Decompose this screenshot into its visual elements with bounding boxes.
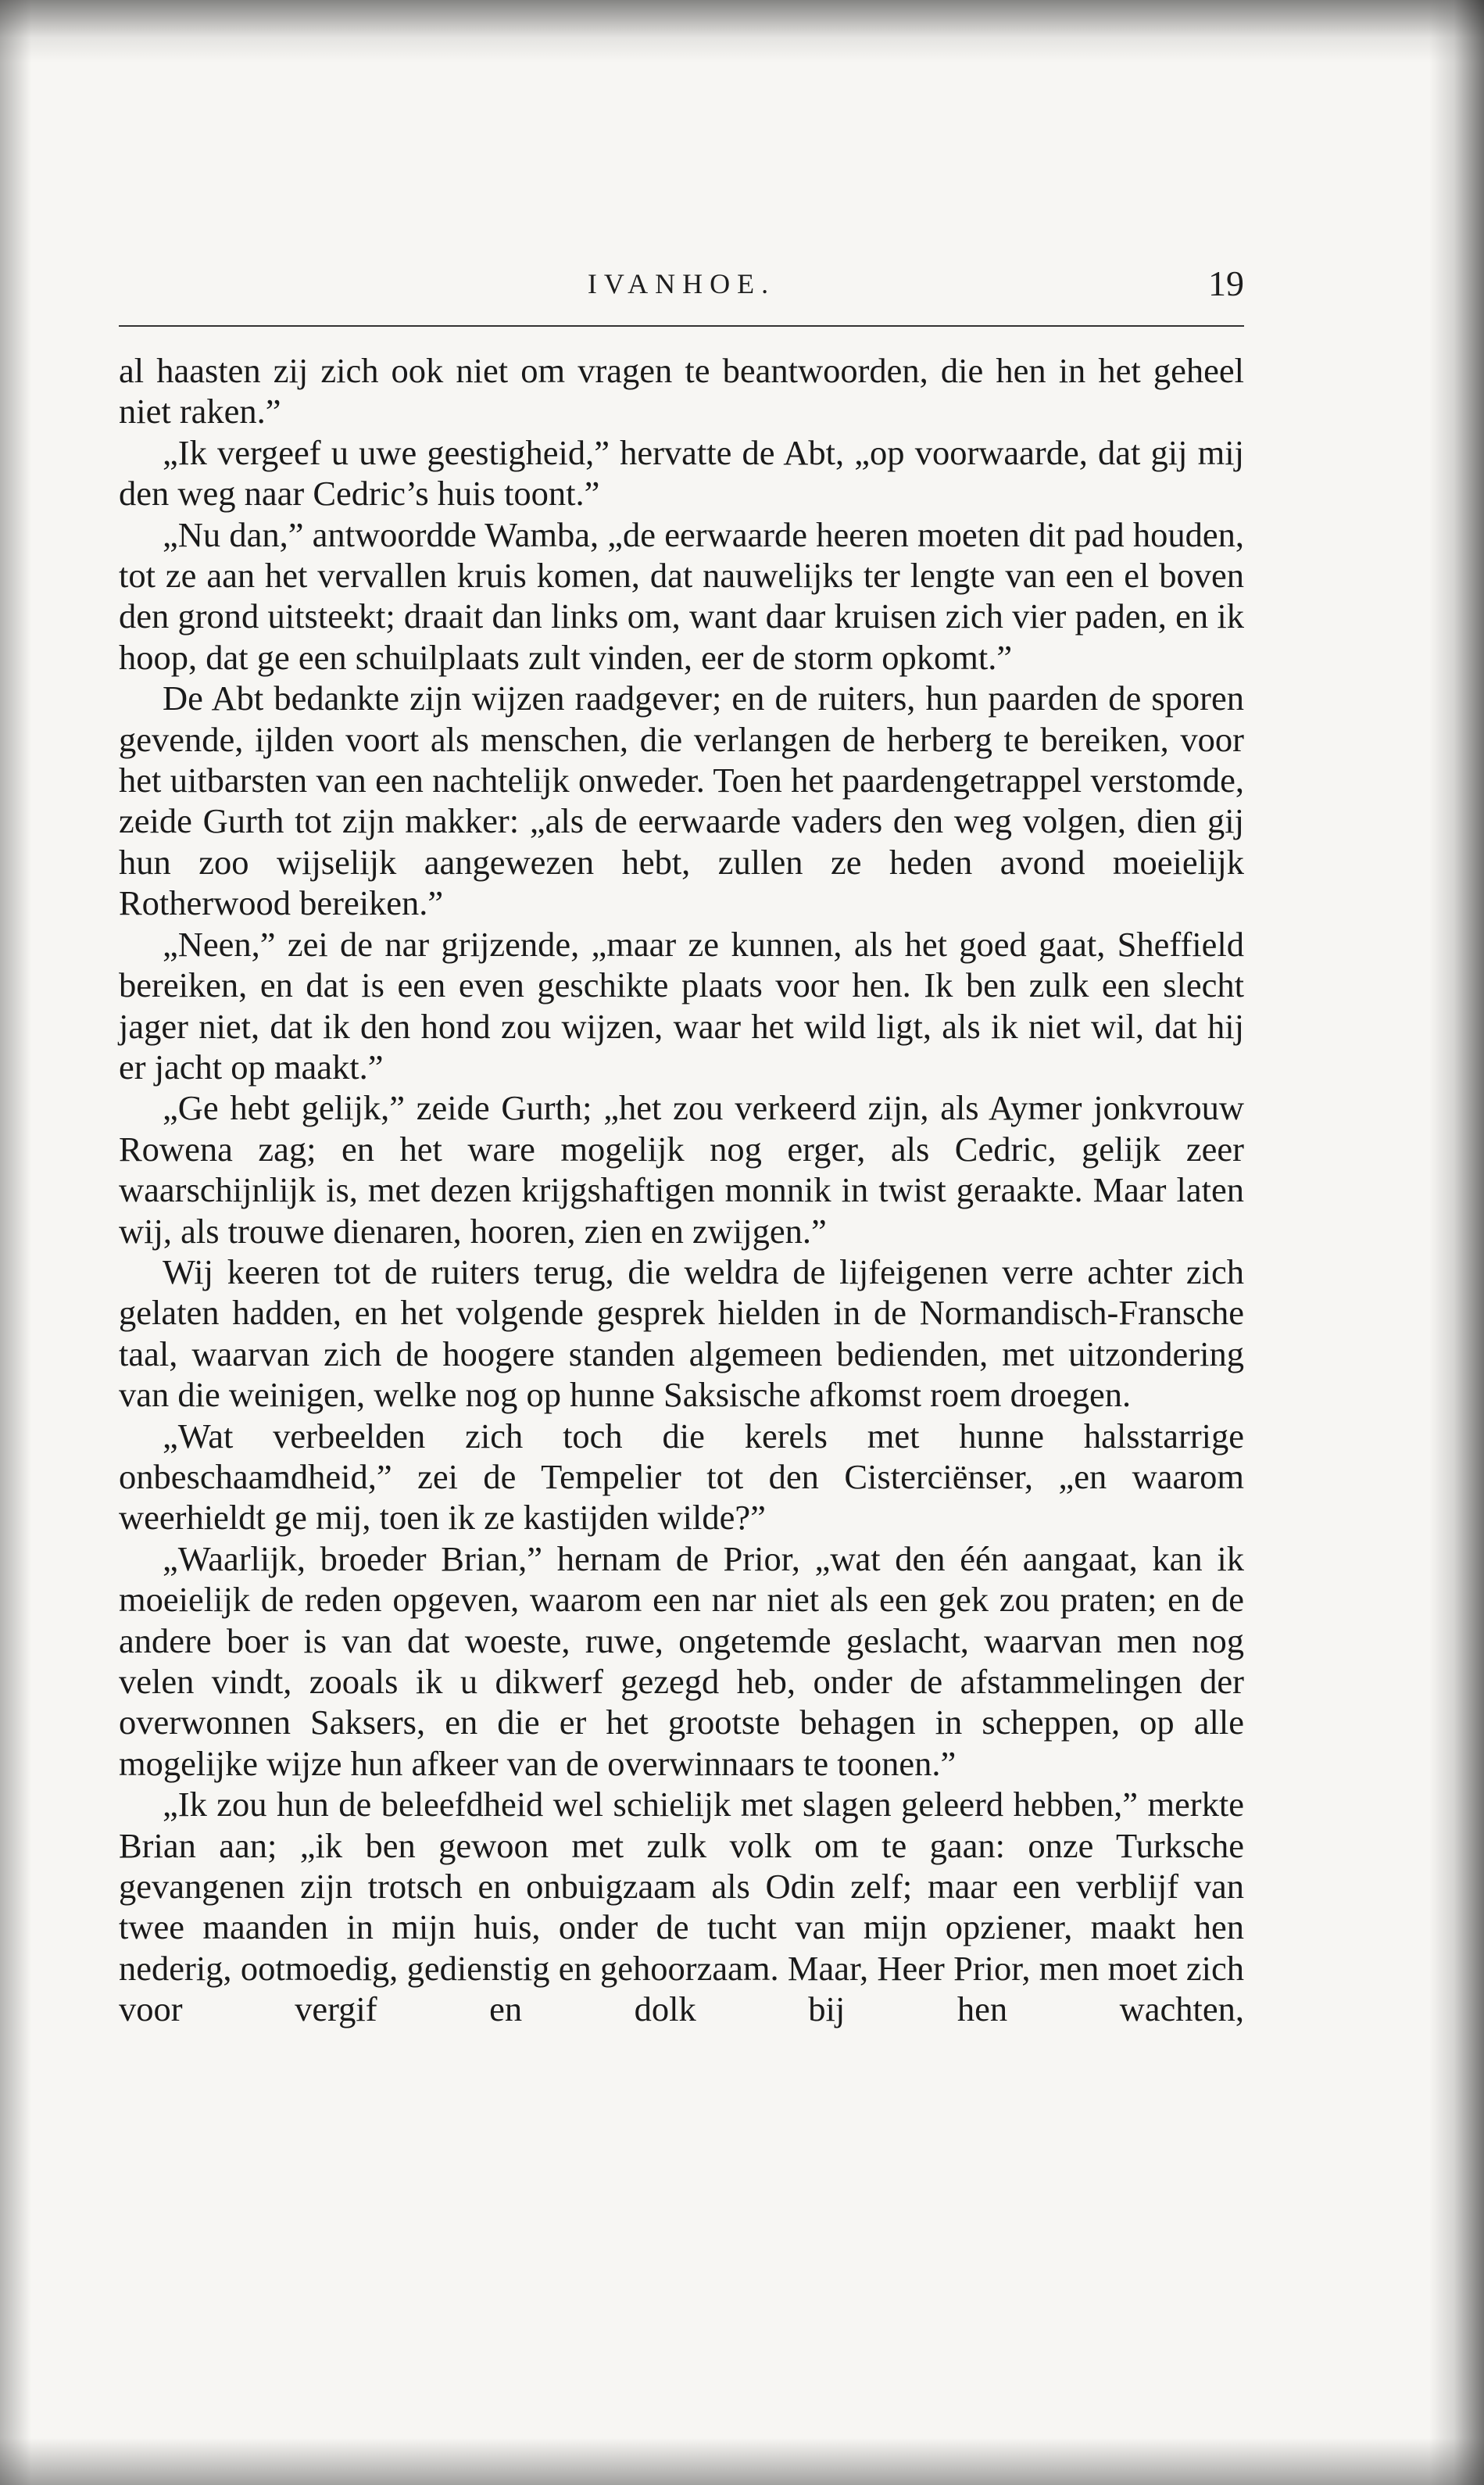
body-text [119, 350, 1244, 2030]
paragraph-5: „Neen,” zei de nar grijzende, „maar ze kunnen, als het goed gaat, Sheffield bereiken, en dat is een even geschikte plaats voor hen. Ik ben zulk een slecht jager niet, dat ik den hond zou wijzen, waar het wild ligt, als ik niet wil, dat hij er jacht op maakt.” [119, 924, 1244, 1087]
paragraph-3: „Nu dan,” antwoordde Wamba, „de eerwaarde heeren moeten dit pad houden, tot ze aan het vervallen kruis komen, dat nauwelijks ter lengte van een el boven den grond uitsteekt; draait dan links om, want daar kruisen zich vier paden, en ik hoop, dat ge een schuilplaats zult vinden, eer de storm opkomt.” [119, 514, 1244, 677]
scan-shadow-top [0, 0, 1484, 63]
paragraph-9: „Waarlijk, broeder Brian,” hernam de Prior, „wat den één aangaat, kan ik moeielijk de reden opgeven, waarom een nar niet als een gek zou praten; en de andere boer is van dat woeste, ruwe, ongetemde geslacht, waarvan men nog velen vindt, zooals ik u dikwerf gezegd heb, onder de afstammelingen der overwonnen Saksers, en die er het grootste behagen in scheppen, op alle mogelijke wijze hun afkeer van de overwinnaars te toonen.” [119, 1538, 1244, 1783]
paragraph-4: De Abt bedankte zijn wijzen raadgever; en de ruiters, hun paarden de sporen gevende, ijlden voort als menschen, die verlangen de herberg te bereiken, voor het uitbarsten van een nachtelijk onweder. Toen het paardengetrappel verstomde, zeide Gurth tot zijn makker: „als de eerwaarde vaders den weg volgen, dien gij hun zoo wijselijk aangewezen hebt, zullen ze heden avond moeielijk Rotherwood bereiken.” [119, 679, 1244, 923]
paragraph-6: „Ge hebt gelijk,” zeide Gurth; „het zou verkeerd zijn, als Aymer jonkvrouw Rowena zag; en het ware mogelijk nog erger, als Cedric, gelijk zeer waarschijnlijk is, met dezen krijgshaftigen monnik in twist geraakte. Maar laten wij, als trouwe dienaren, hooren, zien en zwijgen.” [119, 1088, 1244, 1251]
paragraph-10: „Ik zou hun de beleefdheid wel schielijk met slagen geleerd hebben,” merkte Brian aan; „ik ben gewoon met zulk volk om te gaan: onze Turksche gevangenen zijn trotsch en onbuigzaam als Odin zelf; maar een verblijf van twee maanden in mijn huis, onder de tucht van mijn opziener, maakt hen nederig, ootmoedig, gedienstig en gehoorzaam. Maar, Heer Prior, men moet zich voor vergif en dolk bij hen wachten, [119, 1785, 1244, 2029]
scan-shadow-right [1429, 0, 1484, 2485]
scan-shadow-bottom [0, 2438, 1484, 2485]
running-title: IVANHOE. [587, 268, 776, 299]
paragraph-1: al haasten zij zich ook niet om vragen te beantwoorden, die hen in het geheel niet raken.” [119, 351, 1244, 431]
page-number: 19 [1208, 263, 1244, 303]
paragraph-2: „Ik vergeef u uwe geestigheid,” hervatte de Abt, „op voorwaarde, dat gij mij den weg naar Cedric’s huis toont.” [119, 432, 1244, 514]
page-header [119, 258, 1244, 327]
scan-shadow-left [0, 0, 31, 2485]
paragraph-8: „Wat verbeelden zich toch die kerels met hunne halsstarrige onbeschaamdheid,” zei de Tempelier tot den Cisterciënser, „en waarom weerhieldt ge mij, toen ik ze kastijden wilde?” [119, 1416, 1244, 1538]
paragraph-7: Wij keeren tot de ruiters terug, die weldra de lijfeigenen verre achter zich gelaten hadden, en het volgende gesprek hielden in de Normandisch-Fransche taal, waarvan zich de hoogere standen algemeen bedienden, met uitzondering van die weinigen, welke nog op hunne Saksische afkomst roem droegen. [119, 1251, 1244, 1415]
